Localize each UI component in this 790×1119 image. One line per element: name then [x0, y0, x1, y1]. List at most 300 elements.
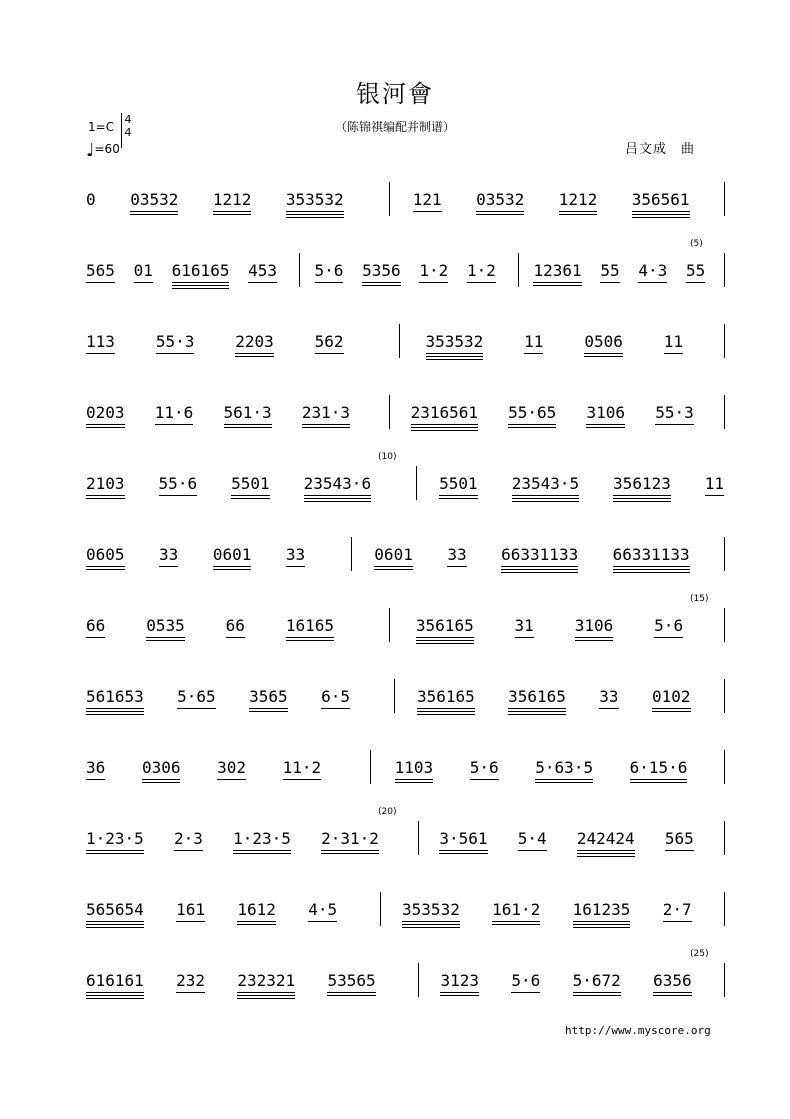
- beam-line: [470, 779, 499, 780]
- beam-line: [395, 782, 434, 783]
- beam-line: [283, 779, 322, 780]
- beam-line: [467, 282, 496, 283]
- note-group: 2316561: [411, 403, 478, 422]
- beam-line: [159, 566, 178, 567]
- note-group: 55·3: [655, 403, 694, 422]
- beam-line: [573, 992, 621, 993]
- note-group: 4·5: [308, 900, 337, 919]
- note-group: 23543·5: [512, 474, 579, 493]
- beam-line: [586, 427, 625, 428]
- beam-line: [613, 495, 671, 496]
- barline: [370, 750, 371, 784]
- note-group: 2203: [235, 332, 274, 351]
- beam-line: [419, 282, 448, 283]
- barline: [399, 324, 400, 358]
- beam-line: [652, 711, 691, 712]
- beam-line: [652, 708, 691, 709]
- beam-line: [304, 501, 371, 502]
- beam-line: [508, 427, 556, 428]
- note-group: 1·23·5: [233, 829, 291, 848]
- note-group: 1103: [395, 758, 434, 777]
- beam-line: [508, 708, 566, 709]
- note-group: 33: [159, 545, 178, 564]
- note-group: 55·6: [159, 474, 198, 493]
- beam-line: [286, 211, 344, 212]
- measure-number: (5): [690, 239, 703, 249]
- beam-line: [86, 566, 125, 567]
- beam-line: [535, 779, 593, 780]
- note-group: 0102: [652, 687, 691, 706]
- beam-line: [501, 566, 578, 567]
- piece-subtitle: （陈锦祺编配并制谱）: [334, 120, 455, 134]
- note-group: 562: [315, 332, 344, 351]
- note-group: 356165: [508, 687, 566, 706]
- beam-line: [362, 282, 401, 283]
- beam-line: [559, 211, 598, 212]
- note-group: 232321: [237, 971, 295, 990]
- beam-line: [237, 992, 295, 993]
- beam-line: [155, 424, 194, 425]
- beam-line: [426, 359, 484, 360]
- note-group: 302: [217, 758, 246, 777]
- note-group: 66: [226, 616, 245, 635]
- beam-line: [559, 214, 598, 215]
- beam-line: [86, 850, 144, 851]
- beam-line: [130, 211, 178, 212]
- note-group: 161: [176, 900, 205, 919]
- beam-line: [233, 850, 291, 851]
- note-group: 1212: [213, 190, 252, 209]
- beam-line: [176, 921, 205, 922]
- beam-line: [249, 711, 288, 712]
- beam-line: [248, 282, 277, 283]
- beam-line: [411, 430, 478, 431]
- beam-line: [286, 640, 334, 641]
- note-group: 353532: [402, 900, 460, 919]
- beam-line: [416, 640, 474, 641]
- beam-line: [327, 995, 375, 996]
- beam-line: [426, 356, 484, 357]
- beam-line: [286, 637, 334, 638]
- barline: [724, 608, 725, 642]
- beam-line: [584, 356, 623, 357]
- barline: [394, 679, 395, 713]
- barline: [724, 821, 725, 855]
- note-group: 232: [176, 971, 205, 990]
- note-group: 2·31·2: [321, 829, 379, 848]
- beam-line: [172, 282, 230, 283]
- note-group: 1·2: [419, 261, 448, 280]
- beam-line: [586, 424, 625, 425]
- beam-line: [286, 214, 344, 215]
- beam-line: [632, 214, 690, 215]
- barline: [389, 608, 390, 642]
- beam-line: [508, 714, 566, 715]
- beam-line: [476, 211, 524, 212]
- beam-line: [86, 853, 144, 854]
- note-group: 561653: [86, 687, 144, 706]
- note-group: 5·6: [470, 758, 499, 777]
- beam-line: [286, 566, 305, 567]
- beam-line: [304, 498, 371, 499]
- tempo-value: =60: [94, 142, 120, 156]
- barline: [724, 679, 725, 713]
- note-group: 242424: [577, 829, 635, 848]
- beam-line: [575, 640, 614, 641]
- measure-number: (20): [378, 807, 397, 817]
- beam-line: [224, 427, 272, 428]
- note-group: 2·3: [174, 829, 203, 848]
- time-signature-divider: [121, 113, 122, 148]
- beam-line: [177, 708, 216, 709]
- beam-line: [613, 572, 690, 573]
- note-group: 33: [447, 545, 466, 564]
- beam-line: [86, 998, 144, 999]
- beam-line: [321, 708, 350, 709]
- note-group: 356165: [417, 687, 475, 706]
- note-group: 5·672: [573, 971, 621, 990]
- barline: [389, 182, 390, 216]
- beam-line: [213, 211, 252, 212]
- beam-line: [231, 498, 270, 499]
- beam-line: [417, 708, 475, 709]
- beam-line: [577, 850, 635, 851]
- barline: [518, 253, 519, 287]
- score-row: [0, 594, 790, 648]
- beam-line: [237, 921, 276, 922]
- note-group: 0: [86, 190, 96, 209]
- beam-line: [447, 566, 466, 567]
- beam-line: [226, 637, 245, 638]
- score-row: [0, 395, 790, 435]
- note-group: 0203: [86, 403, 125, 422]
- beam-line: [308, 921, 337, 922]
- note-group: 6·15·6: [630, 758, 688, 777]
- beam-line: [304, 495, 371, 496]
- score-row: [0, 807, 790, 861]
- note-group: 3106: [586, 403, 625, 422]
- beam-line: [213, 566, 252, 567]
- note-group: 55: [600, 261, 619, 280]
- note-group: 55: [686, 261, 705, 280]
- beam-line: [613, 501, 671, 502]
- beam-line: [286, 217, 344, 218]
- beam-line: [573, 927, 631, 928]
- note-group: 3123: [440, 971, 479, 990]
- measure-number: (25): [690, 949, 709, 959]
- beam-line: [416, 643, 474, 644]
- beam-line: [600, 282, 619, 283]
- beam-line: [156, 353, 195, 354]
- beam-line: [86, 992, 144, 993]
- composer: 吕文成 曲: [625, 142, 696, 157]
- barline: [724, 395, 725, 429]
- beam-line: [632, 211, 690, 212]
- beam-line: [573, 921, 631, 922]
- beam-line: [327, 992, 375, 993]
- beam-line: [653, 992, 692, 993]
- note-group: 5·6: [654, 616, 683, 635]
- note-group: 0535: [146, 616, 185, 635]
- barline: [418, 963, 419, 997]
- note-group: 1·2: [467, 261, 496, 280]
- beam-line: [86, 282, 115, 283]
- beam-line: [142, 782, 181, 783]
- beam-line: [439, 498, 478, 499]
- beam-line: [508, 424, 556, 425]
- beam-line: [518, 850, 547, 851]
- beam-line: [159, 495, 198, 496]
- note-group: 01: [134, 261, 153, 280]
- beam-line: [146, 637, 185, 638]
- beam-line: [501, 569, 578, 570]
- beam-line: [130, 214, 178, 215]
- note-group: 565: [665, 829, 694, 848]
- beam-line: [233, 853, 291, 854]
- beam-line: [315, 282, 344, 283]
- beam-line: [665, 850, 694, 851]
- note-group: 356561: [632, 190, 690, 209]
- note-group: 0306: [142, 758, 181, 777]
- beam-line: [213, 214, 252, 215]
- beam-line: [86, 424, 125, 425]
- beam-line: [440, 995, 479, 996]
- note-group: 03532: [476, 190, 524, 209]
- beam-line: [411, 427, 478, 428]
- key-signature: 1=C: [88, 120, 115, 134]
- note-group: 121: [413, 190, 442, 209]
- note-group: 5·63·5: [535, 758, 593, 777]
- beam-line: [142, 779, 181, 780]
- note-group: 5·6: [511, 971, 540, 990]
- beam-line: [402, 924, 460, 925]
- note-group: 565654: [86, 900, 144, 919]
- barline: [724, 537, 725, 571]
- note-group: 23543·6: [304, 474, 371, 493]
- note-group: 616165: [172, 261, 230, 280]
- note-group: 353532: [426, 332, 484, 351]
- beam-line: [86, 921, 144, 922]
- beam-line: [86, 927, 144, 928]
- beam-line: [86, 569, 125, 570]
- beam-line: [416, 637, 474, 638]
- beam-line: [86, 637, 105, 638]
- note-group: 66: [86, 616, 105, 635]
- note-group: 561·3: [224, 403, 272, 422]
- barline: [724, 892, 725, 926]
- beam-line: [302, 424, 350, 425]
- note-group: 66331133: [501, 545, 578, 564]
- beam-line: [86, 708, 144, 709]
- beam-line: [174, 850, 203, 851]
- note-group: 3106: [575, 616, 614, 635]
- beam-line: [533, 285, 581, 286]
- score-row: [0, 679, 790, 719]
- note-group: 2·7: [663, 900, 692, 919]
- beam-line: [492, 924, 540, 925]
- beam-line: [664, 353, 683, 354]
- beam-line: [172, 288, 230, 289]
- note-group: 616161: [86, 971, 144, 990]
- beam-line: [395, 779, 434, 780]
- beam-line: [86, 714, 144, 715]
- note-group: 6356: [653, 971, 692, 990]
- beam-line: [524, 353, 543, 354]
- score-row: [0, 182, 790, 222]
- barline: [724, 182, 725, 216]
- beam-line: [315, 353, 344, 354]
- piece-title: 银河會: [356, 80, 434, 108]
- barline: [416, 466, 417, 500]
- score-row: [0, 949, 790, 1003]
- note-group: 11·2: [283, 758, 322, 777]
- beam-line: [512, 498, 579, 499]
- beam-line: [417, 714, 475, 715]
- beam-line: [686, 282, 705, 283]
- beam-line: [402, 927, 460, 928]
- note-group: 5356: [362, 261, 401, 280]
- beam-line: [630, 779, 688, 780]
- beam-line: [249, 708, 288, 709]
- score-row: [0, 537, 790, 577]
- note-group: 453: [248, 261, 277, 280]
- beam-line: [613, 498, 671, 499]
- beam-line: [630, 782, 688, 783]
- beam-line: [86, 995, 144, 996]
- note-group: 2103: [86, 474, 125, 493]
- beam-line: [654, 637, 683, 638]
- beam-line: [663, 921, 692, 922]
- time-signature-bottom: 4: [124, 126, 132, 139]
- time-signature: [120, 113, 136, 139]
- beam-line: [235, 356, 274, 357]
- beam-line: [573, 924, 631, 925]
- note-group: 36: [86, 758, 105, 777]
- beam-line: [213, 569, 252, 570]
- note-group: 1612: [237, 900, 276, 919]
- tempo-marking: [86, 140, 120, 161]
- beam-line: [86, 924, 144, 925]
- beam-line: [224, 424, 272, 425]
- beam-line: [512, 501, 579, 502]
- beam-line: [86, 498, 125, 499]
- beam-line: [417, 711, 475, 712]
- beam-line: [515, 637, 534, 638]
- barline: [299, 253, 300, 287]
- note-group: 0601: [374, 545, 413, 564]
- beam-line: [374, 566, 413, 567]
- beam-line: [86, 711, 144, 712]
- measure-number: (15): [690, 594, 709, 604]
- note-group: 6·5: [321, 687, 350, 706]
- barline: [418, 821, 419, 855]
- note-group: 231·3: [302, 403, 350, 422]
- note-group: 353532: [286, 190, 344, 209]
- beam-line: [86, 427, 125, 428]
- beam-line: [584, 353, 623, 354]
- beam-line: [426, 353, 484, 354]
- barline: [724, 963, 725, 997]
- barline: [724, 324, 725, 358]
- beam-line: [362, 285, 401, 286]
- note-group: 161235: [573, 900, 631, 919]
- beam-line: [237, 995, 295, 996]
- beam-line: [533, 282, 581, 283]
- barline: [724, 750, 725, 784]
- beam-line: [439, 495, 478, 496]
- note-group: 11: [524, 332, 543, 351]
- beam-line: [653, 995, 692, 996]
- note-group: 5·65: [177, 687, 216, 706]
- beam-line: [638, 282, 667, 283]
- note-group: 0605: [86, 545, 125, 564]
- beam-line: [613, 566, 690, 567]
- note-group: 161·2: [492, 900, 540, 919]
- beam-line: [134, 282, 153, 283]
- beam-line: [439, 853, 487, 854]
- note-group: 33: [599, 687, 618, 706]
- barline: [389, 395, 390, 429]
- note-group: 5·6: [315, 261, 344, 280]
- measure-number: (10): [378, 452, 397, 462]
- score-row: [0, 892, 790, 932]
- note-group: 55·3: [156, 332, 195, 351]
- beam-line: [86, 495, 125, 496]
- note-group: 03532: [130, 190, 178, 209]
- score-row: [0, 452, 790, 506]
- beam-line: [86, 779, 105, 780]
- beam-line: [413, 211, 442, 212]
- beam-line: [440, 992, 479, 993]
- note-group: 5·4: [518, 829, 547, 848]
- note-group: 5501: [231, 474, 270, 493]
- beam-line: [575, 637, 614, 638]
- note-group: 55·65: [508, 403, 556, 422]
- beam-line: [237, 998, 295, 999]
- beam-line: [217, 779, 246, 780]
- beam-line: [501, 572, 578, 573]
- note-group: 0601: [213, 545, 252, 564]
- beam-line: [411, 424, 478, 425]
- beam-line: [476, 214, 524, 215]
- note-group: 356165: [416, 616, 474, 635]
- beam-line: [613, 569, 690, 570]
- beam-line: [146, 640, 185, 641]
- note-group: 11: [705, 474, 724, 493]
- note-group: 16165: [286, 616, 334, 635]
- note-group: 11: [664, 332, 683, 351]
- beam-line: [402, 921, 460, 922]
- score-row: [0, 239, 790, 293]
- beam-line: [599, 708, 618, 709]
- beam-line: [535, 782, 593, 783]
- beam-line: [508, 711, 566, 712]
- beam-line: [231, 495, 270, 496]
- beam-line: [374, 569, 413, 570]
- quarter-note-icon: ♩: [86, 140, 95, 161]
- note-group: 4·3: [638, 261, 667, 280]
- note-group: 53565: [327, 971, 375, 990]
- note-group: 0506: [584, 332, 623, 351]
- barline: [380, 892, 381, 926]
- beam-line: [577, 856, 635, 857]
- time-signature-top: 4: [124, 113, 132, 126]
- note-group: 565: [86, 261, 115, 280]
- note-group: 3·561: [439, 829, 487, 848]
- barline: [351, 537, 352, 571]
- beam-line: [632, 217, 690, 218]
- footer-url: http://www.myscore.org: [565, 1024, 711, 1037]
